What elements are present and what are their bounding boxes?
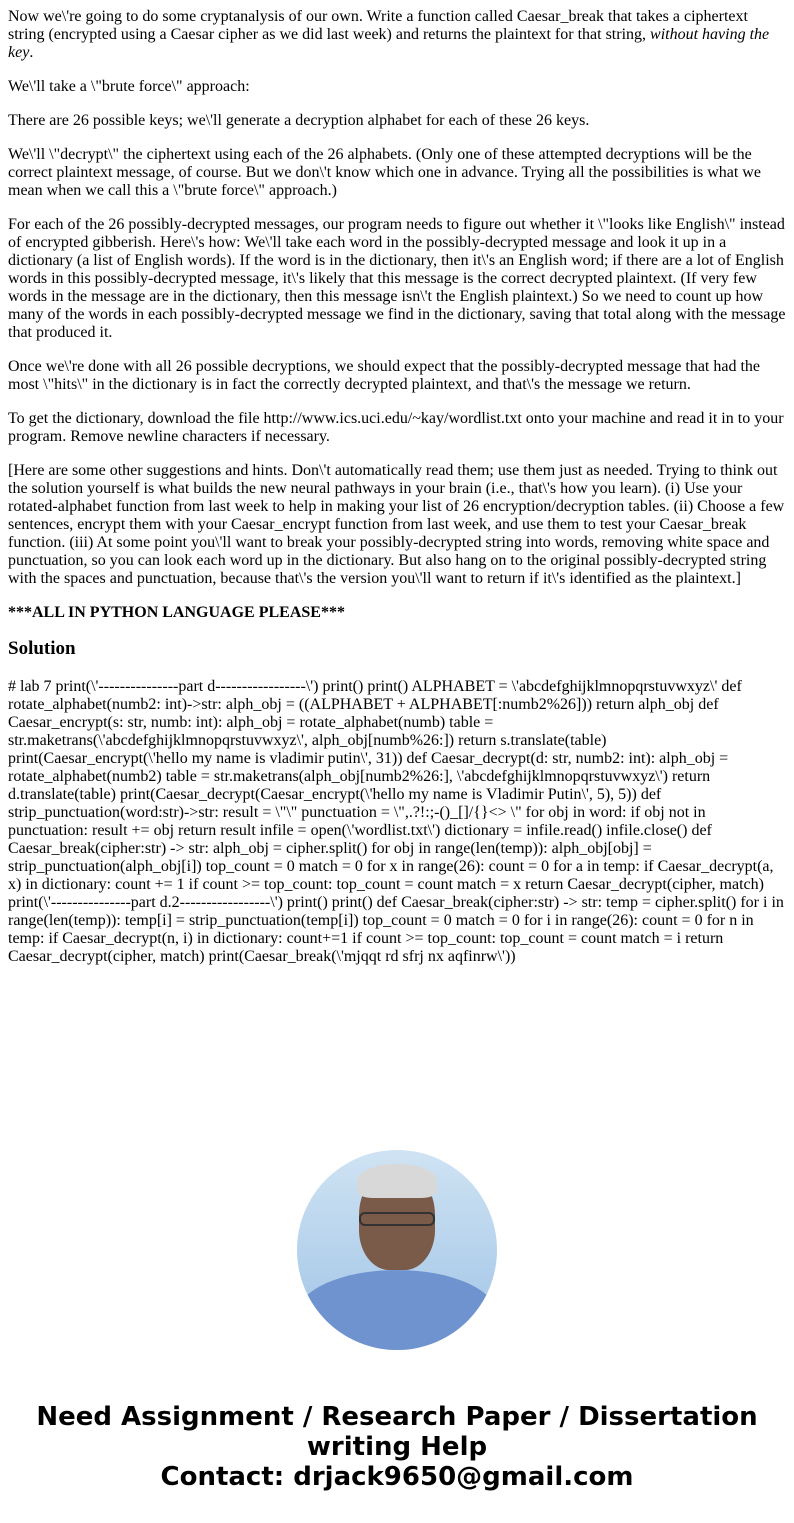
question-paragraph: For each of the 26 possibly-decrypted messages, our program needs to figure out whether it \"looks like English\" instead of encrypted gibberish. Here\'s how: We\'ll take each word in the possibly-decrypted message and look it up in a dictionary (a list of English words). If the word is in the dictionary, then it\'s an English word; if there are a lot of English words in this possibly-decrypted message, it\'s likely that this message is the correct decrypted plaintext. (If very few words in the message are in the dictionary, then this message isn\'t the English plaintext.) So we need to count up how many of the words in each possibly-decrypted message we find in the dictionary, saving that total along with the message that produced it. [8, 216, 786, 341]
text: Now we\'re going to do some cryptanalysis of our own. Write a function called Caesar_break that takes a ciphertext string (encrypted using a Caesar cipher as we did last week) and returns the plaintext for that string, [8, 8, 748, 43]
avatar-shirt [297, 1270, 497, 1350]
footer-contact: Contact: drjack9650@gmail.com [160, 1462, 634, 1492]
text: . [29, 44, 34, 61]
bold-text: ***ALL IN PYTHON LANGUAGE PLEASE*** [8, 604, 345, 621]
emphasis-text: without having the key [8, 26, 770, 61]
question-paragraph: Once we\'re done with all 26 possible decryptions, we should expect that the possibly-decrypted message that had the most \"hits\" in the dictionary is in fact the correctly decrypted plaintext, and that\'s the message we return. [8, 358, 761, 393]
avatar-container [8, 1150, 786, 1350]
solution-heading: Solution [8, 638, 76, 659]
solution-code: # lab 7 print(\'---------------part d-----------------\') print() print() ALPHABET = \'abcdefghijklmnopqrstuvwxyz\' def rotate_alphabet(numb2: int)->str: alph_obj = ((ALPHABET + ALPHABET[:numb2%26])) return alph_obj def Caesar_encrypt(s: str, numb: int): alph_obj = rotate_alphabet(numb) table = str.maketrans(\'abcdefghijklmnopqrstuvwxyz\', alph_obj[numb%26:]) return s.translate(table) print(Caesar_encrypt(\'hello my name is vladimir putin\', 31)) def Caesar_decrypt(d: str, numb2: int): alph_obj = rotate_alphabet(numb2) table = str.maketrans(alph_obj[numb2%26:], \'abcdefghijklmnopqrstuvwxyz\') return d.translate(table) print(Caesar_decrypt(Caesar_encrypt(\'hello my name is Vladimir Putin\', 5), 5)) def strip_punctuation(word:str)->str: result = \"\" punctuation = \",.?!:;-()_[]/{}<> \" for obj in word: if obj not in punctuation: result += obj return result infile = open(\'wordlist.txt\') dictionary = infile.read() infile.close() def Caesar_break(cipher:str) -> str: alph_obj = cipher.split() for obj in range(len(temp)): alph_obj[obj] = strip_punctuation(alph_obj[i]) top_count = 0 match = 0 for x in range(26): count = 0 for a in temp: if Caesar_decrypt(a, x) in dictionary: count += 1 if count >= top_count: top_count = count match = x return Caesar_decrypt(cipher, match) print(\'---------------part d.2-----------------\') print() print() def Caesar_break(cipher:str) -> str: temp = cipher.split() for i in range(len(temp)): temp[i] = strip_punctuation(temp[i]) top_count = 0 match = 0 for i in range(26): count = 0 for n in temp: if Caesar_decrypt(n, i) in dictionary: count+=1 if count >= top_count: top_count = count match = i return Caesar_decrypt(cipher, match) print(Caesar_break(\'mjqqt rd sfrj nx aqfinrw\')) [8, 678, 784, 965]
question-paragraph: We\'ll take a \"brute force\" approach: [8, 78, 250, 95]
question [8, 8, 786, 622]
question-paragraph: To get the dictionary, download the file http://www.ics.uci.edu/~kay/wordlist.txt onto your machine and read it in to your program. Remove newline characters if necessary. [8, 410, 784, 445]
question-paragraph [8, 8, 786, 62]
avatar [297, 1150, 497, 1350]
question-paragraph: There are 26 possible keys; we\'ll generate a decryption alphabet for each of these 26 keys. [8, 112, 590, 129]
question-paragraph: [Here are some other suggestions and hints. Don\'t automatically read them; use them just as needed. Trying to think out the solution yourself is what builds the new neural pathways in your brain (i.e., that\'s how you learn). (i) Use your rotated-alphabet function from last week to help in making your list of 26 encryption/decryption tables. (ii) Choose a few sentences, encrypt them with your Caesar_encrypt function from last week, and use them to test your Caesar_break function. (iii) At some point you\'ll want to break your possibly-decrypted string into words, removing white space and punctuation, so you can look each word up in the dictionary. But also hang on to the original possibly-decrypted string with the spaces and punctuation, because that\'s the version you\'ll want to return if it\'s identified as the plaintext.] [8, 462, 785, 587]
footer-help-text: Need Assignment / Research Paper / Dissertation writing Help [36, 1402, 758, 1462]
question-paragraph: We\'ll \"decrypt\" the ciphertext using each of the 26 alphabets. (Only one of these attempted decryptions will be the correct plaintext message, of course. But we don\'t know which one in advance. Trying all the possibilities is what we mean when we call this a \"brute force\" approach.) [8, 146, 761, 199]
footer-banner [8, 1402, 786, 1492]
avatar-glasses [359, 1212, 435, 1226]
language-note [8, 604, 786, 622]
avatar-hair [357, 1164, 437, 1198]
